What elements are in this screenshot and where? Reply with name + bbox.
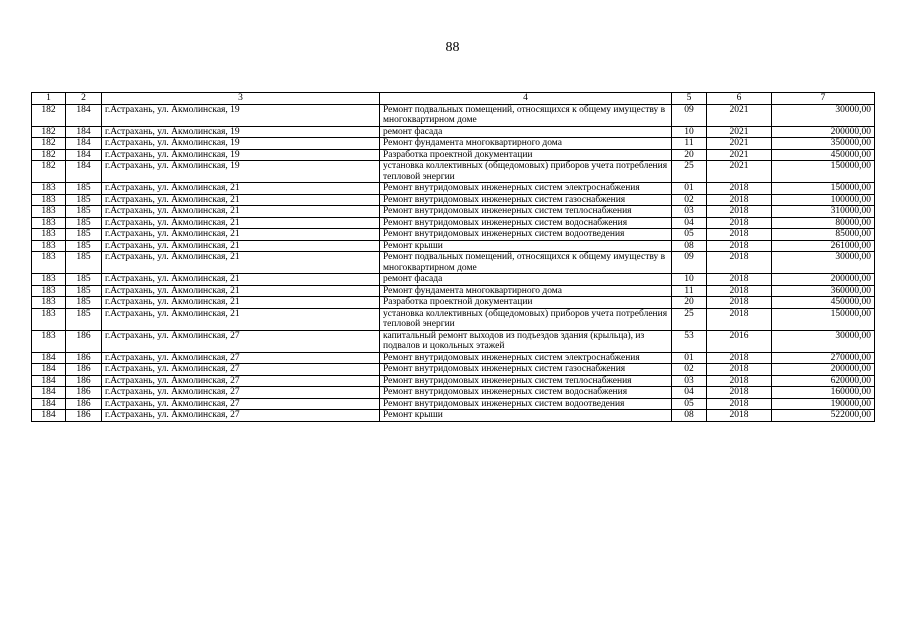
- work-type-cell: ремонт фасада: [380, 274, 672, 286]
- work-code-cell: 03: [672, 206, 707, 218]
- address-cell: г.Астрахань, ул. Акмолинская, 19: [102, 126, 380, 138]
- house-id-cell: 185: [66, 297, 102, 309]
- work-type-cell: Разработка проектной документации: [380, 149, 672, 161]
- row-number-cell: 183: [32, 229, 66, 241]
- work-code-cell: 25: [672, 161, 707, 183]
- address-cell: г.Астрахань, ул. Акмолинская, 27: [102, 387, 380, 399]
- table-row: [32, 398, 875, 410]
- address-cell: г.Астрахань, ул. Акмолинская, 27: [102, 352, 380, 364]
- row-number-cell: 183: [32, 330, 66, 352]
- work-type-cell: Ремонт внутридомовых инженерных систем водоотведения: [380, 398, 672, 410]
- address-cell: г.Астрахань, ул. Акмолинская, 21: [102, 183, 380, 195]
- row-number-cell: 182: [32, 149, 66, 161]
- house-id-cell: 185: [66, 229, 102, 241]
- work-code-cell: 09: [672, 104, 707, 126]
- row-number-cell: 184: [32, 375, 66, 387]
- table-body: [32, 104, 875, 421]
- cost-cell: 160000,00: [772, 387, 875, 399]
- row-number-cell: 183: [32, 297, 66, 309]
- year-cell: 2018: [707, 410, 772, 422]
- house-id-cell: 185: [66, 217, 102, 229]
- table-row: [32, 126, 875, 138]
- work-type-cell: Разработка проектной документации: [380, 297, 672, 309]
- table-row: [32, 229, 875, 241]
- work-type-cell: Ремонт фундамента многоквартирного дома: [380, 138, 672, 150]
- work-code-cell: 10: [672, 274, 707, 286]
- year-cell: 2018: [707, 308, 772, 330]
- cost-cell: 522000,00: [772, 410, 875, 422]
- year-cell: 2018: [707, 240, 772, 252]
- address-cell: г.Астрахань, ул. Акмолинская, 27: [102, 364, 380, 376]
- table-row: [32, 352, 875, 364]
- table-row: [32, 104, 875, 126]
- work-type-cell: установка коллективных (общедомовых) приборов учета потребления тепловой энергии: [380, 161, 672, 183]
- cost-cell: 30000,00: [772, 252, 875, 274]
- work-type-cell: Ремонт внутридомовых инженерных систем газоснабжения: [380, 194, 672, 206]
- house-id-cell: 185: [66, 194, 102, 206]
- house-id-cell: 185: [66, 206, 102, 218]
- cost-cell: 350000,00: [772, 138, 875, 150]
- table-header-row: [32, 93, 875, 105]
- work-code-cell: 02: [672, 364, 707, 376]
- work-code-cell: 20: [672, 149, 707, 161]
- cost-cell: 261000,00: [772, 240, 875, 252]
- work-code-cell: 53: [672, 330, 707, 352]
- work-type-cell: Ремонт крыши: [380, 240, 672, 252]
- row-number-cell: 184: [32, 364, 66, 376]
- work-type-cell: ремонт фасада: [380, 126, 672, 138]
- year-cell: 2018: [707, 206, 772, 218]
- table-row: [32, 387, 875, 399]
- work-code-cell: 20: [672, 297, 707, 309]
- work-code-cell: 10: [672, 126, 707, 138]
- address-cell: г.Астрахань, ул. Акмолинская, 19: [102, 149, 380, 161]
- work-type-cell: Ремонт внутридомовых инженерных систем водоотведения: [380, 229, 672, 241]
- work-code-cell: 01: [672, 183, 707, 195]
- house-id-cell: 184: [66, 126, 102, 138]
- cost-cell: 200000,00: [772, 364, 875, 376]
- table-row: [32, 330, 875, 352]
- work-type-cell: Ремонт внутридомовых инженерных систем электроснабжения: [380, 352, 672, 364]
- house-id-cell: 186: [66, 330, 102, 352]
- address-cell: г.Астрахань, ул. Акмолинская, 27: [102, 410, 380, 422]
- table-row: [32, 252, 875, 274]
- work-type-cell: Ремонт внутридомовых инженерных систем электроснабжения: [380, 183, 672, 195]
- work-code-cell: 01: [672, 352, 707, 364]
- house-id-cell: 184: [66, 138, 102, 150]
- work-type-cell: Ремонт подвальных помещений, относящихся к общему имуществу в многоквартирном доме: [380, 104, 672, 126]
- year-cell: 2016: [707, 330, 772, 352]
- address-cell: г.Астрахань, ул. Акмолинская, 19: [102, 104, 380, 126]
- address-cell: г.Астрахань, ул. Акмолинская, 21: [102, 297, 380, 309]
- work-code-cell: 04: [672, 217, 707, 229]
- row-number-cell: 183: [32, 206, 66, 218]
- cost-cell: 80000,00: [772, 217, 875, 229]
- address-cell: г.Астрахань, ул. Акмолинская, 27: [102, 375, 380, 387]
- year-cell: 2018: [707, 352, 772, 364]
- house-id-cell: 184: [66, 161, 102, 183]
- work-code-cell: 05: [672, 398, 707, 410]
- address-cell: г.Астрахань, ул. Акмолинская, 21: [102, 285, 380, 297]
- cost-cell: 190000,00: [772, 398, 875, 410]
- page-number: 88: [445, 40, 460, 55]
- year-cell: 2018: [707, 252, 772, 274]
- year-cell: 2018: [707, 387, 772, 399]
- house-id-cell: 186: [66, 398, 102, 410]
- row-number-cell: 182: [32, 138, 66, 150]
- work-type-cell: капитальный ремонт выходов из подъездов здания (крыльца), из подвалов и цокольных этажей: [380, 330, 672, 352]
- row-number-cell: 183: [32, 240, 66, 252]
- cost-cell: 450000,00: [772, 297, 875, 309]
- row-number-cell: 182: [32, 126, 66, 138]
- cost-cell: 360000,00: [772, 285, 875, 297]
- address-cell: г.Астрахань, ул. Акмолинская, 21: [102, 217, 380, 229]
- table-row: [32, 375, 875, 387]
- work-code-cell: 08: [672, 410, 707, 422]
- year-cell: 2018: [707, 364, 772, 376]
- table-row: [32, 410, 875, 422]
- work-type-cell: Ремонт крыши: [380, 410, 672, 422]
- work-code-cell: 09: [672, 252, 707, 274]
- table-row: [32, 138, 875, 150]
- year-cell: 2018: [707, 194, 772, 206]
- year-cell: 2018: [707, 183, 772, 195]
- house-id-cell: 184: [66, 149, 102, 161]
- table-row: [32, 364, 875, 376]
- year-cell: 2021: [707, 104, 772, 126]
- cost-cell: 200000,00: [772, 274, 875, 286]
- table-row: [32, 161, 875, 183]
- work-type-cell: Ремонт фундамента многоквартирного дома: [380, 285, 672, 297]
- work-code-cell: 03: [672, 375, 707, 387]
- column-header: 3: [102, 93, 380, 105]
- house-id-cell: 185: [66, 240, 102, 252]
- cost-cell: 620000,00: [772, 375, 875, 387]
- cost-cell: 150000,00: [772, 161, 875, 183]
- table-row: [32, 240, 875, 252]
- row-number-cell: 183: [32, 194, 66, 206]
- row-number-cell: 182: [32, 161, 66, 183]
- address-cell: г.Астрахань, ул. Акмолинская, 21: [102, 240, 380, 252]
- work-type-cell: Ремонт внутридомовых инженерных систем газоснабжения: [380, 364, 672, 376]
- table-row: [32, 217, 875, 229]
- work-type-cell: Ремонт подвальных помещений, относящихся к общему имуществу в многоквартирном доме: [380, 252, 672, 274]
- cost-cell: 85000,00: [772, 229, 875, 241]
- work-type-cell: установка коллективных (общедомовых) приборов учета потребления тепловой энергии: [380, 308, 672, 330]
- cost-cell: 30000,00: [772, 104, 875, 126]
- year-cell: 2018: [707, 375, 772, 387]
- year-cell: 2018: [707, 297, 772, 309]
- row-number-cell: 184: [32, 387, 66, 399]
- row-number-cell: 183: [32, 285, 66, 297]
- work-type-cell: Ремонт внутридомовых инженерных систем теплоснабжения: [380, 375, 672, 387]
- house-id-cell: 184: [66, 104, 102, 126]
- table-row: [32, 274, 875, 286]
- address-cell: г.Астрахань, ул. Акмолинская, 19: [102, 161, 380, 183]
- work-code-cell: 11: [672, 138, 707, 150]
- year-cell: 2021: [707, 138, 772, 150]
- cost-cell: 150000,00: [772, 183, 875, 195]
- row-number-cell: 183: [32, 217, 66, 229]
- year-cell: 2018: [707, 274, 772, 286]
- cost-cell: 100000,00: [772, 194, 875, 206]
- row-number-cell: 183: [32, 183, 66, 195]
- work-code-cell: 02: [672, 194, 707, 206]
- address-cell: г.Астрахань, ул. Акмолинская, 21: [102, 229, 380, 241]
- house-id-cell: 185: [66, 274, 102, 286]
- repair-schedule-table: [31, 92, 875, 422]
- address-cell: г.Астрахань, ул. Акмолинская, 21: [102, 206, 380, 218]
- house-id-cell: 185: [66, 252, 102, 274]
- row-number-cell: 184: [32, 352, 66, 364]
- house-id-cell: 186: [66, 387, 102, 399]
- house-id-cell: 186: [66, 410, 102, 422]
- table-row: [32, 194, 875, 206]
- house-id-cell: 186: [66, 352, 102, 364]
- column-header: 4: [380, 93, 672, 105]
- column-header: 1: [32, 93, 66, 105]
- address-cell: г.Астрахань, ул. Акмолинская, 21: [102, 274, 380, 286]
- house-id-cell: 185: [66, 183, 102, 195]
- house-id-cell: 186: [66, 375, 102, 387]
- table-row: [32, 206, 875, 218]
- work-type-cell: Ремонт внутридомовых инженерных систем водоснабжения: [380, 217, 672, 229]
- column-header: 6: [707, 93, 772, 105]
- row-number-cell: 183: [32, 252, 66, 274]
- row-number-cell: 183: [32, 274, 66, 286]
- cost-cell: 200000,00: [772, 126, 875, 138]
- column-header: 5: [672, 93, 707, 105]
- table-row: [32, 297, 875, 309]
- cost-cell: 310000,00: [772, 206, 875, 218]
- year-cell: 2018: [707, 217, 772, 229]
- year-cell: 2021: [707, 161, 772, 183]
- house-id-cell: 186: [66, 364, 102, 376]
- work-code-cell: 08: [672, 240, 707, 252]
- work-type-cell: Ремонт внутридомовых инженерных систем водоснабжения: [380, 387, 672, 399]
- table-row: [32, 308, 875, 330]
- cost-cell: 270000,00: [772, 352, 875, 364]
- address-cell: г.Астрахань, ул. Акмолинская, 21: [102, 194, 380, 206]
- cost-cell: 450000,00: [772, 149, 875, 161]
- row-number-cell: 183: [32, 308, 66, 330]
- work-code-cell: 04: [672, 387, 707, 399]
- address-cell: г.Астрахань, ул. Акмолинская, 27: [102, 330, 380, 352]
- address-cell: г.Астрахань, ул. Акмолинская, 21: [102, 252, 380, 274]
- year-cell: 2021: [707, 126, 772, 138]
- table-row: [32, 149, 875, 161]
- address-cell: г.Астрахань, ул. Акмолинская, 19: [102, 138, 380, 150]
- work-code-cell: 25: [672, 308, 707, 330]
- house-id-cell: 185: [66, 308, 102, 330]
- house-id-cell: 185: [66, 285, 102, 297]
- address-cell: г.Астрахань, ул. Акмолинская, 27: [102, 398, 380, 410]
- row-number-cell: 184: [32, 410, 66, 422]
- year-cell: 2021: [707, 149, 772, 161]
- address-cell: г.Астрахань, ул. Акмолинская, 21: [102, 308, 380, 330]
- work-type-cell: Ремонт внутридомовых инженерных систем теплоснабжения: [380, 206, 672, 218]
- table-row: [32, 183, 875, 195]
- year-cell: 2018: [707, 229, 772, 241]
- work-code-cell: 11: [672, 285, 707, 297]
- work-code-cell: 05: [672, 229, 707, 241]
- year-cell: 2018: [707, 398, 772, 410]
- year-cell: 2018: [707, 285, 772, 297]
- row-number-cell: 184: [32, 398, 66, 410]
- column-header: 2: [66, 93, 102, 105]
- cost-cell: 30000,00: [772, 330, 875, 352]
- column-header: 7: [772, 93, 875, 105]
- table-row: [32, 285, 875, 297]
- row-number-cell: 182: [32, 104, 66, 126]
- cost-cell: 150000,00: [772, 308, 875, 330]
